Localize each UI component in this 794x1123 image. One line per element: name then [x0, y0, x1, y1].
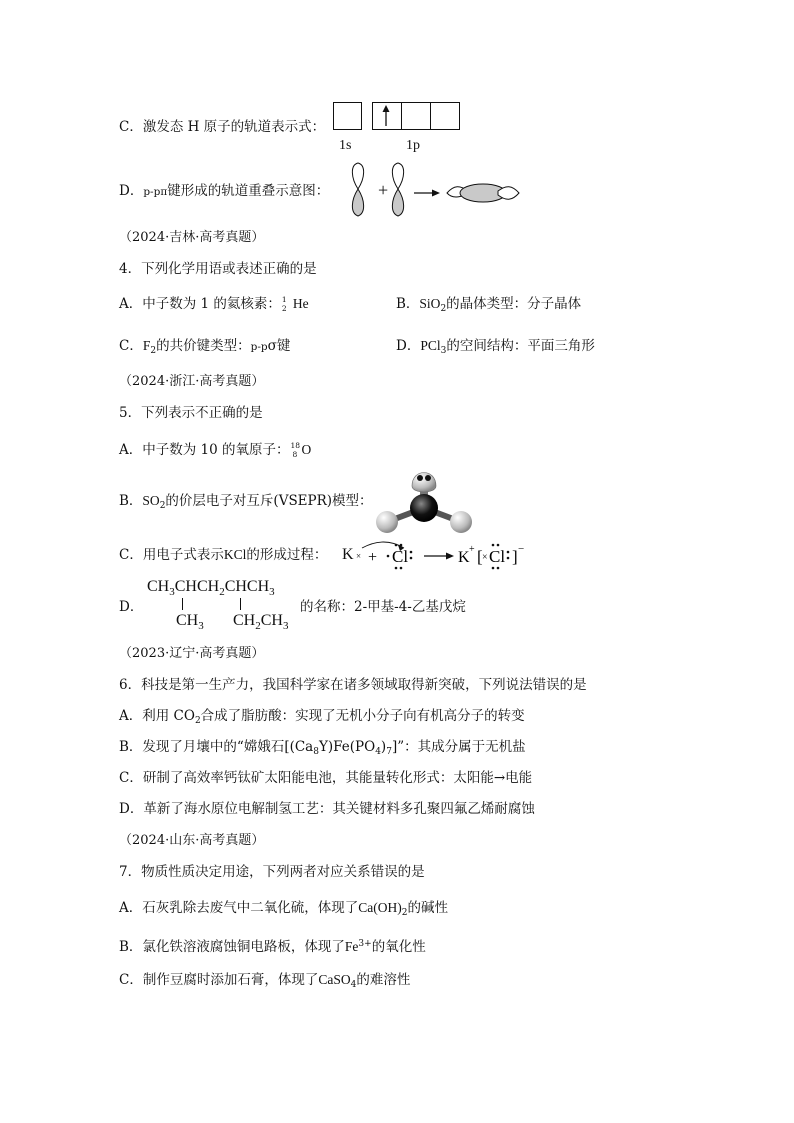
svg-text:+: +	[368, 549, 378, 566]
electron-dot-formation: K	[342, 546, 354, 563]
q4-nuclide: 1 2	[281, 294, 287, 313]
svg-text:×: ×	[356, 551, 362, 561]
q3-option-d-ppi: p-pπ	[143, 186, 168, 198]
q3-option-d-text: 键形成的轨道重叠示意图：	[167, 183, 330, 199]
q7-source: （2024·山东·高考真题）	[119, 833, 265, 848]
spin-up-arrow-icon	[378, 104, 394, 128]
q7-option-b: B．氯化铁溶液腐蚀铜电路板，体现了$Fe^{3+}$的氧化性	[119, 939, 426, 955]
q4-option-b: B．SiO$_2$的晶体类型：分子晶体	[396, 296, 582, 314]
electron-dot-marks	[354, 540, 536, 574]
q5-option-b: B．$SO_2$的价层电子对互斥(VSEPR)模型：	[119, 493, 373, 511]
svg-text:]: ]	[512, 547, 518, 566]
q4-option-a: A．中子数为 1 的氦核素： 1 2 He	[119, 294, 309, 313]
structural-formula-main-chain: $CH_3CHCH_2CHCH_3$	[147, 578, 275, 598]
orbital-label-1s: 1s	[339, 138, 352, 153]
q6-option-a: A．利用 $CO_2$合成了脂肪酸：实现了无机小分子向有机高分子的转变	[119, 708, 525, 726]
orbital-divider	[401, 102, 430, 130]
orbital-box-1s	[333, 102, 362, 130]
structural-formula-branch-methyl: $CH_3$	[176, 612, 204, 632]
q5-option-c: C．用电子式表示KCl的形成过程：	[119, 547, 328, 563]
q5-option-d-name: 的名称：2-甲基-4-乙基戊烷	[300, 599, 466, 615]
svg-text:Cl: Cl	[489, 547, 506, 566]
q6-source: （2023·辽宁·高考真题）	[119, 646, 265, 661]
q3-option-d-plus: +	[378, 180, 389, 200]
q4-option-c: C．$F_2$的共价键类型：p-pσ键	[119, 338, 291, 356]
svg-text:Cl: Cl	[392, 547, 409, 566]
orbital-label-1p: 1p	[406, 138, 420, 153]
svg-text:×: ×	[482, 552, 488, 563]
q4-option-d: D．PCl$_3$的空间结构：平面三角形	[396, 338, 595, 356]
q5-stem: 5．下列表示不正确的是	[119, 405, 263, 421]
q3-option-d	[119, 182, 329, 201]
orbital-divider	[430, 102, 459, 130]
q4-option-a-text: A．中子数为 1 的氦核素：	[119, 296, 281, 312]
q5-option-a: A．中子数为 10 的氧原子： 18 8 O	[119, 440, 312, 459]
q7-option-c: C．制作豆腐时添加石膏，体现了CaSO$_4$的难溶性	[119, 972, 411, 990]
p-orbital-overlap-diagram	[342, 160, 532, 220]
svg-text:[: [	[477, 547, 483, 566]
svg-text:+: +	[469, 544, 475, 555]
q3-option-c-text: C．激发态 H 原子的轨道表示式：	[119, 119, 326, 135]
q6-option-b: B．发现了月壤中的“嫦娥石$[(Ca_8Y)Fe(PO_4)_7]$”：其成分属于无机盐	[119, 739, 526, 757]
q5-source: （2024·浙江·高考真题）	[119, 374, 265, 389]
svg-text:−: −	[518, 543, 525, 555]
q4-stem: 4．下列化学用语或表述正确的是	[119, 261, 317, 277]
q6-option-d: D．革新了海水原位电解制氢工艺：其关键材料多孔聚四氟乙烯耐腐蚀	[119, 801, 535, 817]
q6-stem: 6．科技是第一生产力，我国科学家在诸多领域取得新突破，下列说法错误的是	[119, 677, 587, 693]
q5-nuclide: 18 8	[290, 440, 301, 459]
q3-option-d-prefix: D．	[119, 183, 144, 199]
svg-text:K: K	[458, 549, 470, 566]
structural-formula-branch-ethyl: $CH_2CH_3$	[233, 612, 289, 632]
branch-bond	[182, 598, 183, 610]
q6-option-c: C．研制了高效率钙钛矿太阳能电池，其能量转化形式：太阳能→电能	[119, 770, 533, 786]
q7-stem: 7．物质性质决定用途，下列两者对应关系错误的是	[119, 864, 425, 880]
q5-option-d: D．	[119, 599, 144, 615]
q7-option-a: A．石灰乳除去废气中二氧化硫，体现了$Ca(OH)_2$的碱性	[119, 900, 448, 918]
branch-bond	[240, 598, 241, 610]
q3-option-c	[119, 118, 325, 136]
vsepr-model-diagram	[372, 466, 474, 538]
q4-source: （2024·吉林·高考真题）	[119, 230, 265, 245]
